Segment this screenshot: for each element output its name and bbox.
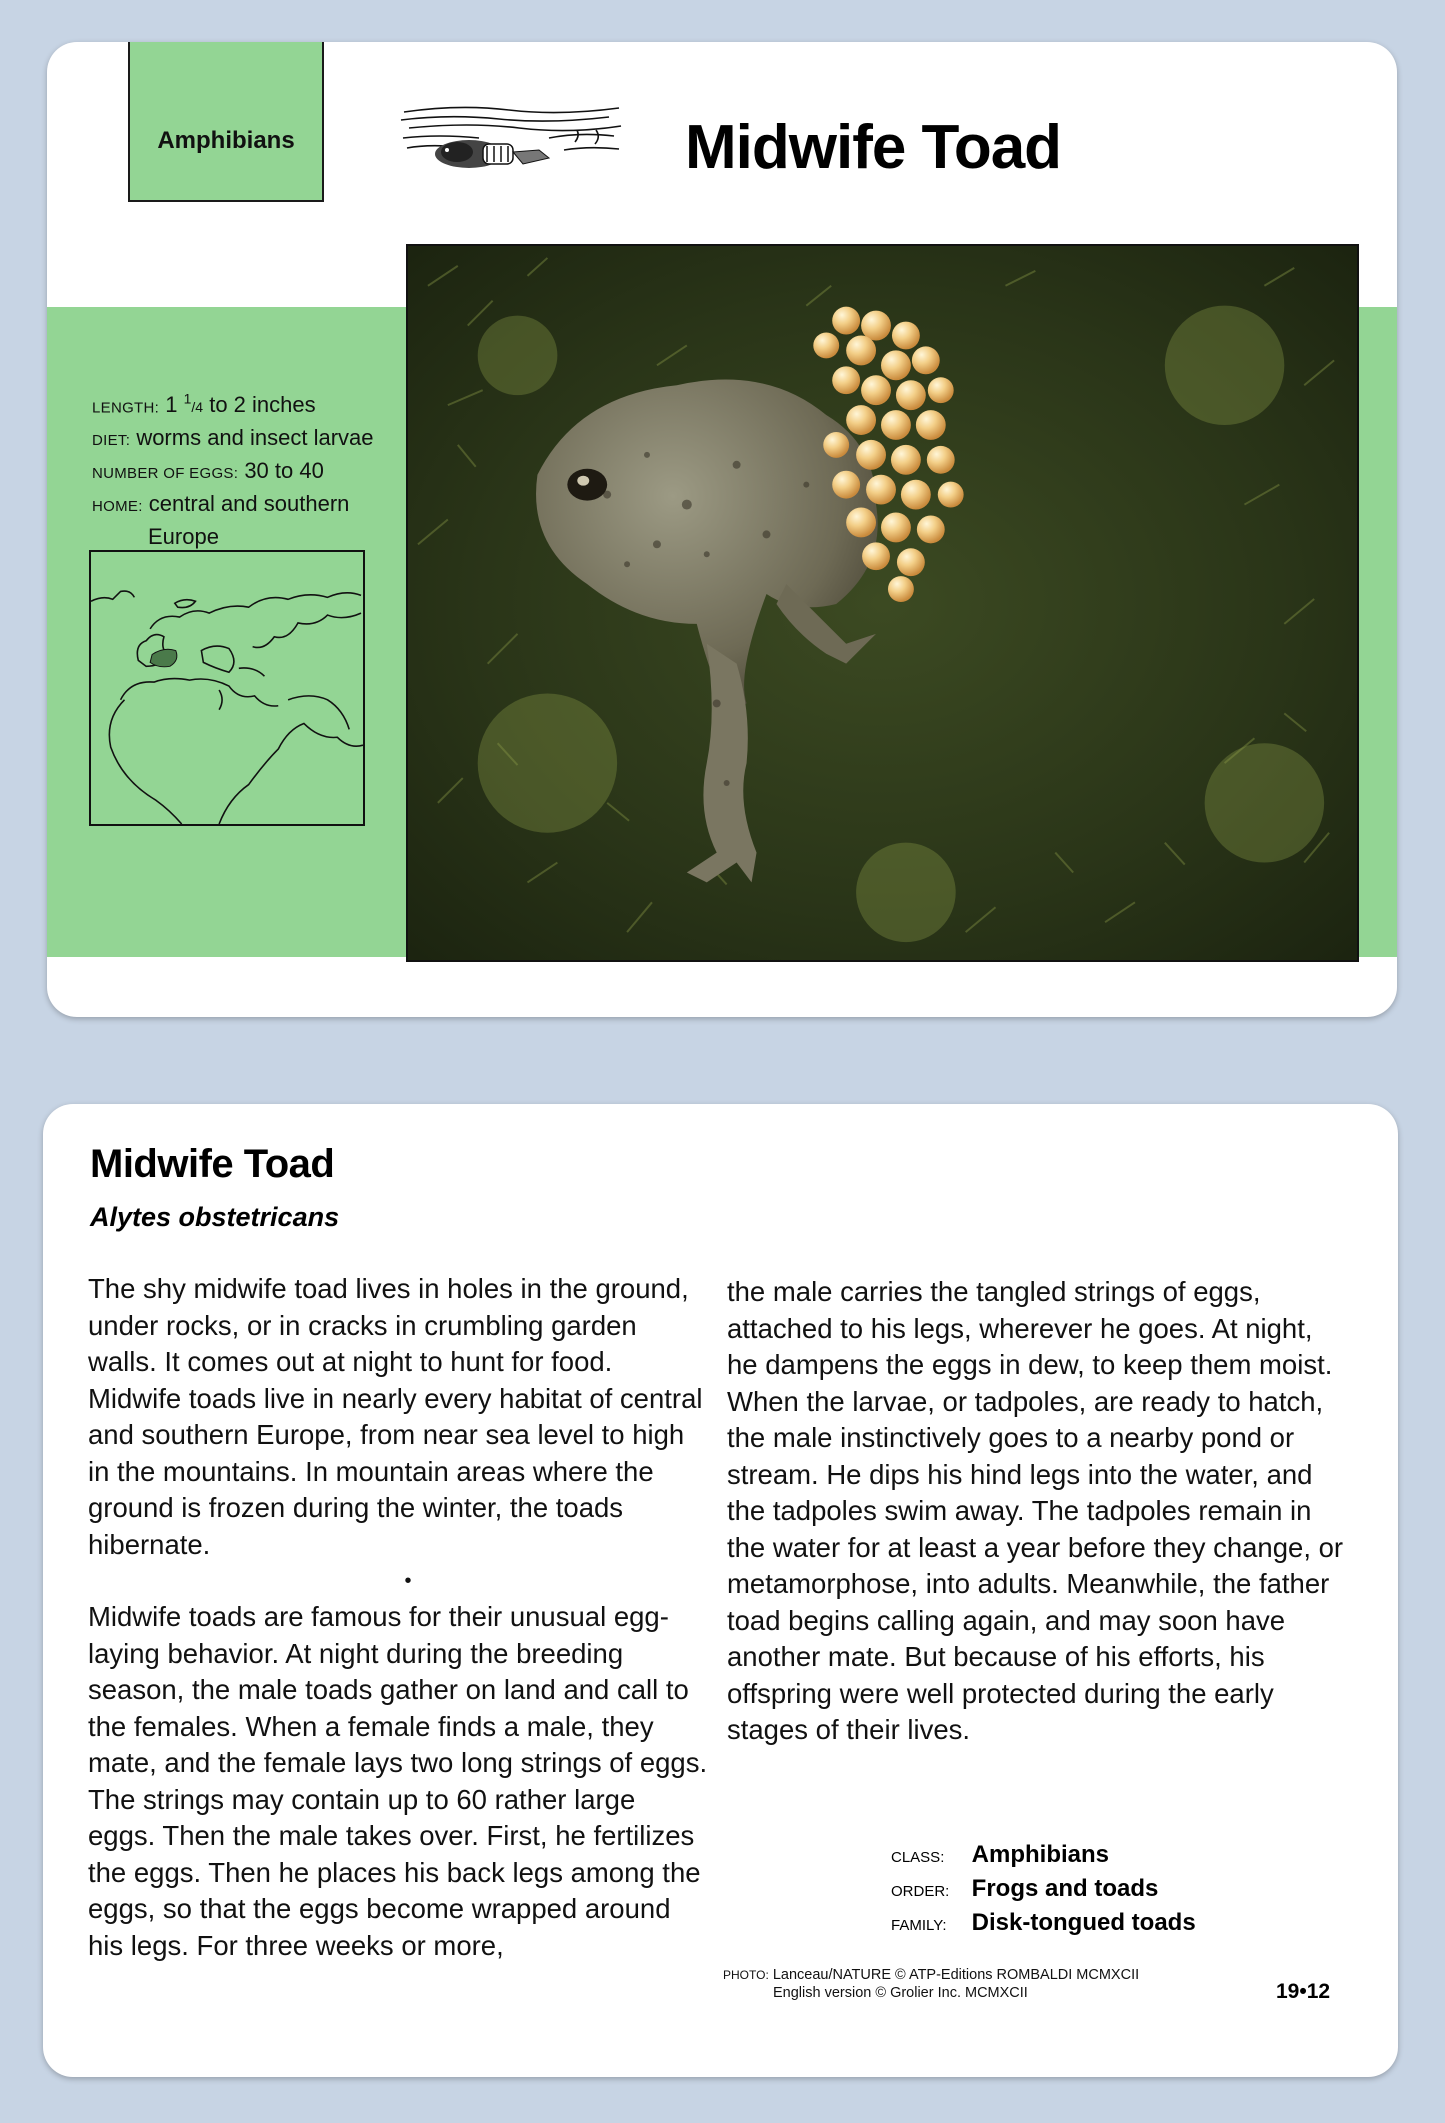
fact-value: 30 to 40: [244, 458, 324, 484]
back-title: Midwife Toad: [90, 1142, 335, 1186]
photo-credits: [723, 1966, 1139, 2002]
card-number: 19•12: [1276, 1980, 1331, 2003]
fact-key: DIET:: [92, 432, 131, 450]
paragraph-separator: •: [404, 1570, 412, 1592]
fact-key: LENGTH:: [92, 399, 160, 417]
taxonomy-value: Frogs and toads: [971, 1875, 1159, 1902]
facts-block: [92, 384, 422, 552]
fact-key: NUMBER OF EGGS:: [92, 465, 239, 483]
fact-home: [92, 489, 422, 522]
fact-key: HOME:: [92, 498, 143, 516]
credits-line-2: English version © Grolier Inc. MCMXCII: [773, 1985, 1028, 2001]
paragraph: Midwife toads are famous for their unusual egg-laying behavior. At night during the breeding season, the male toads gather on land and call to the females. When a female finds a male, they mate, and the female lays two long strings of eggs. The strings may contain up to 60 rather large eggs. Then the male takes over. First, he fertilizes the eggs. Then he places his back legs among the eggs, so that the eggs become wrapped around his legs. For three weeks or more,: [88, 1601, 708, 1961]
fact-value: central and southern: [148, 491, 350, 517]
fact-diet: [92, 423, 422, 456]
front-title: Midwife Toad: [685, 113, 1062, 182]
scientific-name: Alytes obstetricans: [90, 1202, 340, 1232]
taxonomy-family: [891, 1907, 1196, 1941]
taxonomy-key: FAMILY:: [891, 1917, 947, 1934]
text-column-2: [727, 1274, 1347, 1749]
fact-home-cont: Europe: [148, 524, 219, 550]
fact-value: worms and insect larvae: [136, 425, 374, 451]
card-back: [43, 1104, 1398, 2077]
credits-line-1: [723, 1966, 1139, 1984]
card-front: [47, 42, 1397, 1017]
taxonomy-value: Amphibians: [971, 1841, 1110, 1868]
taxonomy-block: [891, 1839, 1196, 1941]
category-box: [128, 42, 324, 202]
paragraph: the male carries the tangled strings of eggs, attached to his legs, wherever he goes. At night, he dampens the eggs in dew, to keep them moist. When the larvae, or tadpoles, are ready to hatch, the male instinctively goes to a nearby pond or stream. He dips his hind legs into the water, and the tadpoles swim away. The tadpoles remain in the water for at least a year before they change, or metamorphose, into adults. Meanwhile, the father toad begins calling again, and may soon have another mate. But because of his efforts, his offspring were well protected during the early stages of their lives.: [727, 1276, 1344, 1745]
taxonomy-class: [891, 1839, 1196, 1873]
fact-number-of-eggs: [92, 456, 422, 489]
text-column-1: [88, 1271, 708, 1964]
taxonomy-key: ORDER:: [891, 1883, 950, 1900]
water-habitat-icon: [399, 102, 624, 182]
category-label: Amphibians: [157, 127, 295, 154]
paragraph: The shy midwife toad lives in holes in the ground, under rocks, or in cracks in crumbling garden walls. It comes out at night to hunt for food. Midwife toads live in nearly every habitat of central and southern Europe, from near sea level to high in the mountains. In mountain areas where the ground is frozen during the winter, the toads hibernate.: [88, 1273, 703, 1560]
taxonomy-key: CLASS:: [891, 1849, 945, 1866]
fact-value: 1 $^1$/4 to 2 inches: [165, 391, 316, 418]
credits-key: PHOTO:: [723, 1968, 769, 1982]
credits-text: Lanceau/NATURE © ATP-Editions ROMBALDI MCMXCII: [772, 1967, 1140, 1983]
toad-photo: [406, 244, 1359, 962]
taxonomy-order: [891, 1873, 1196, 1907]
fact-length: [92, 384, 422, 423]
taxonomy-value: Disk-tongued toads: [971, 1909, 1196, 1936]
range-map: [89, 550, 365, 826]
